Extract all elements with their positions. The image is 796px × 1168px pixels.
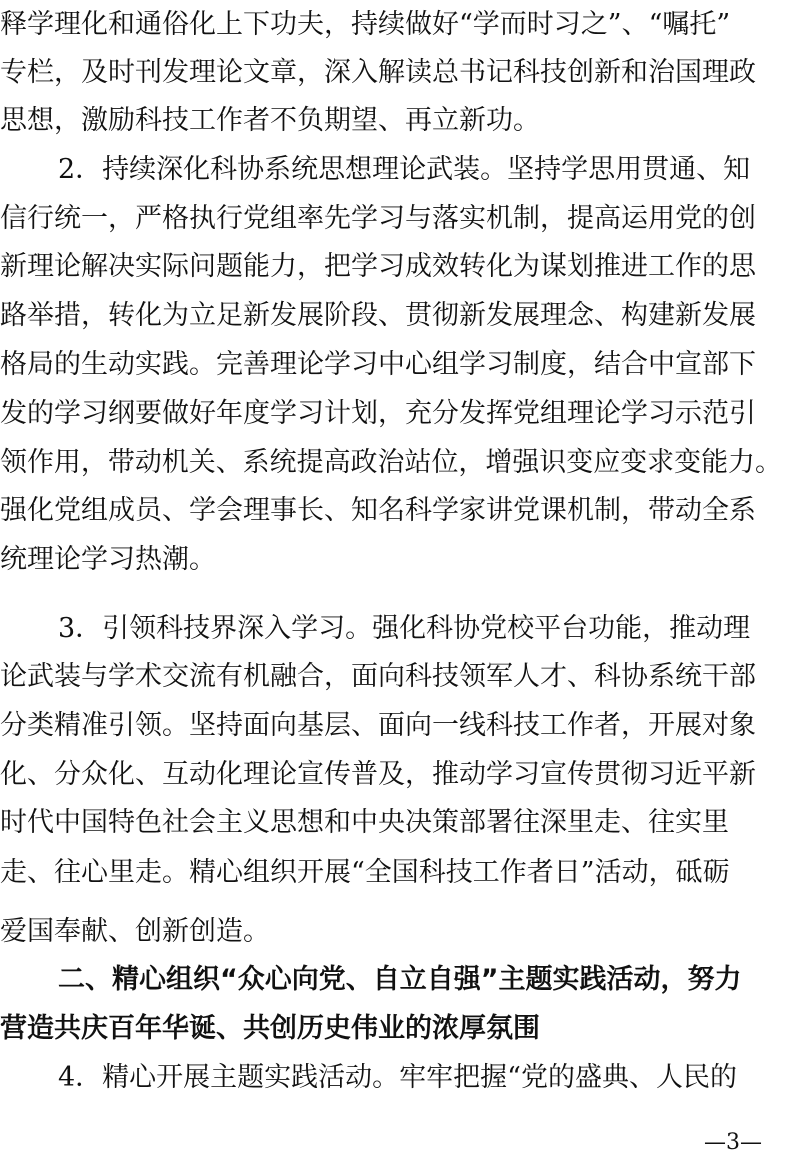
- text-line: 2．持续深化科协系统思想理论武装。坚持学思用贯通、知: [58, 154, 751, 185]
- text-line: 释学理化和通俗化上下功夫，持续做好“学而时习之”、“嘱托”: [0, 9, 731, 40]
- text-line: 统理论学习热潮。: [0, 544, 216, 575]
- text-line: 领作用，带动机关、系统提高政治站位，增强识变应变求变能力。: [0, 447, 782, 478]
- text-line: 时代中国特色社会主义思想和中央决策部署往深里走、往实里: [0, 807, 729, 838]
- text-line: 发的学习纲要做好年度学习计划，充分发挥党组理论学习示范引: [0, 398, 756, 429]
- text-line: 新理论解决实际问题能力，把学习成效转化为谋划推进工作的思: [0, 251, 756, 282]
- text-line: 4．精心开展主题实践活动。牢牢把握“党的盛典、人民的: [58, 1062, 737, 1093]
- text-line: 专栏，及时刊发理论文章，深入解读总书记科技创新和治国理政: [0, 57, 756, 88]
- text-line: 爱国奉献、创新创造。: [0, 916, 270, 947]
- section-heading-line: 二、精心组织“众心向党、自立自强”主题实践活动，努力: [58, 964, 742, 995]
- text-line: 信行统一，严格执行党组率先学习与落实机制，提高运用党的创: [0, 203, 756, 234]
- text-line: 论武装与学术交流有机融合，面向科技领军人才、科协系统干部: [0, 661, 756, 692]
- text-line: 化、分众化、互动化理论宣传普及，推动学习宣传贯彻习近平新: [0, 759, 756, 790]
- section-heading-line: 营造共庆百年华诞、共创历史伟业的浓厚氛围: [0, 1013, 540, 1044]
- text-line: 强化党组成员、学会理事长、知名科学家讲党课机制，带动全系: [0, 495, 756, 526]
- text-line: 走、往心里走。精心组织开展“全国科技工作者日”活动，砥砺: [0, 857, 730, 888]
- text-line: 路举措，转化为立足新发展阶段、贯彻新发展理念、构建新发展: [0, 300, 756, 331]
- text-line: 思想，激励科技工作者不负期望、再立新功。: [0, 105, 540, 136]
- text-line: 格局的生动实践。完善理论学习中心组学习制度，结合中宣部下: [0, 349, 756, 380]
- text-line: 分类精准引领。坚持面向基层、面向一线科技工作者，开展对象: [0, 710, 756, 741]
- page-number: —3—: [704, 1130, 762, 1155]
- text-line: 3．引领科技界深入学习。强化科协党校平台功能，推动理: [58, 613, 751, 644]
